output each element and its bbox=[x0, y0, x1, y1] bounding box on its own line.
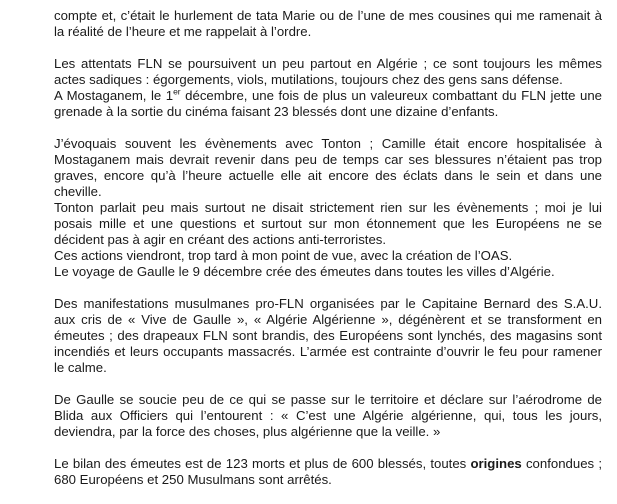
paragraph-continuation: compte et, c’était le hurlement de tata Marie ou de l’une de mes cousines qui me ramenait à la réalité de l’heure et me rappelait à l’ordre. bbox=[54, 8, 602, 39]
de-gaulle-voyage-text: Le voyage de Gaulle le 9 décembre crée des émeutes dans toutes les villes d’Algérie. bbox=[54, 264, 555, 279]
bilan-text-start: Le bilan des émeutes est de 123 morts et plus de 600 blessés, toutes bbox=[54, 456, 471, 471]
ordinal-superscript: er bbox=[173, 86, 181, 97]
camille-hospital-text: J’évoquais souvent les évènements avec Tonton ; Camille était encore hospitalisée à Mostaganem mais devrait revenir dans peu de temps car ses blessures n’étaient pas trop graves, encore qu’à l’heure actuelle elle ait encore des éclats dans le sein et dans une cheville. bbox=[54, 136, 602, 199]
paragraph-bilan bbox=[54, 456, 602, 488]
document-page bbox=[54, 8, 602, 504]
bilan-bold-word: origines bbox=[470, 456, 522, 471]
paragraph-de-gaulle-blida: De Gaulle se soucie peu de ce qui se passe sur le territoire et déclare sur l’aérodrome de Blida aux Officiers qui l’entourent : « C’est une Algérie algérienne, qui, tous les jours, deviendra, par la force des choses, plus algérienne que la veille. » bbox=[54, 392, 602, 439]
fln-attacks-text: Les attentats FLN se poursuivent un peu partout en Algérie ; ce sont toujours les mêmes actes sadiques : égorgements, viols, mutilations, toujours chez des gens sans défense. bbox=[54, 56, 602, 87]
tonton-questions-text: Tonton parlait peu mais surtout ne disait strictement rien sur les évènements ; moi je lui posais mille et une questions et surtout sur mon étonnement que les Européens ne se décident pas à agir en créant des actions anti-terroristes. bbox=[54, 200, 602, 247]
mostaganem-grenade-text-start: A Mostaganem, le 1 bbox=[54, 88, 174, 103]
mostaganem-grenade-text-end: décembre, une fois de plus un valeureux combattant du FLN jette une grenade à la sortie du cinéma faisant 23 blessés dont une dizaine d’enfants. bbox=[54, 88, 602, 119]
paragraph-fln-attacks bbox=[54, 56, 602, 120]
mostaganem-grenade-text bbox=[54, 88, 602, 120]
bilan-text-end: confondues ; 680 Européens et 250 Musulmans sont arrêtés. bbox=[54, 456, 602, 487]
paragraph-tonton bbox=[54, 136, 602, 280]
paragraph-manifestations: Des manifestations musulmanes pro-FLN organisées par le Capitaine Bernard des S.A.U. aux cris de « Vive de Gaulle », « Algérie Algérienne », dégénèrent et se transforment en émeutes ; des drapeaux FLN sont brandis, des Européens sont lynchés, des magasins sont incendiés et leurs occupants massacrés. L’armée est contrainte d’ouvrir le feu pour ramener le calme. bbox=[54, 296, 602, 375]
oas-creation-text: Ces actions viendront, trop tard à mon point de vue, avec la création de l’OAS. bbox=[54, 248, 513, 263]
